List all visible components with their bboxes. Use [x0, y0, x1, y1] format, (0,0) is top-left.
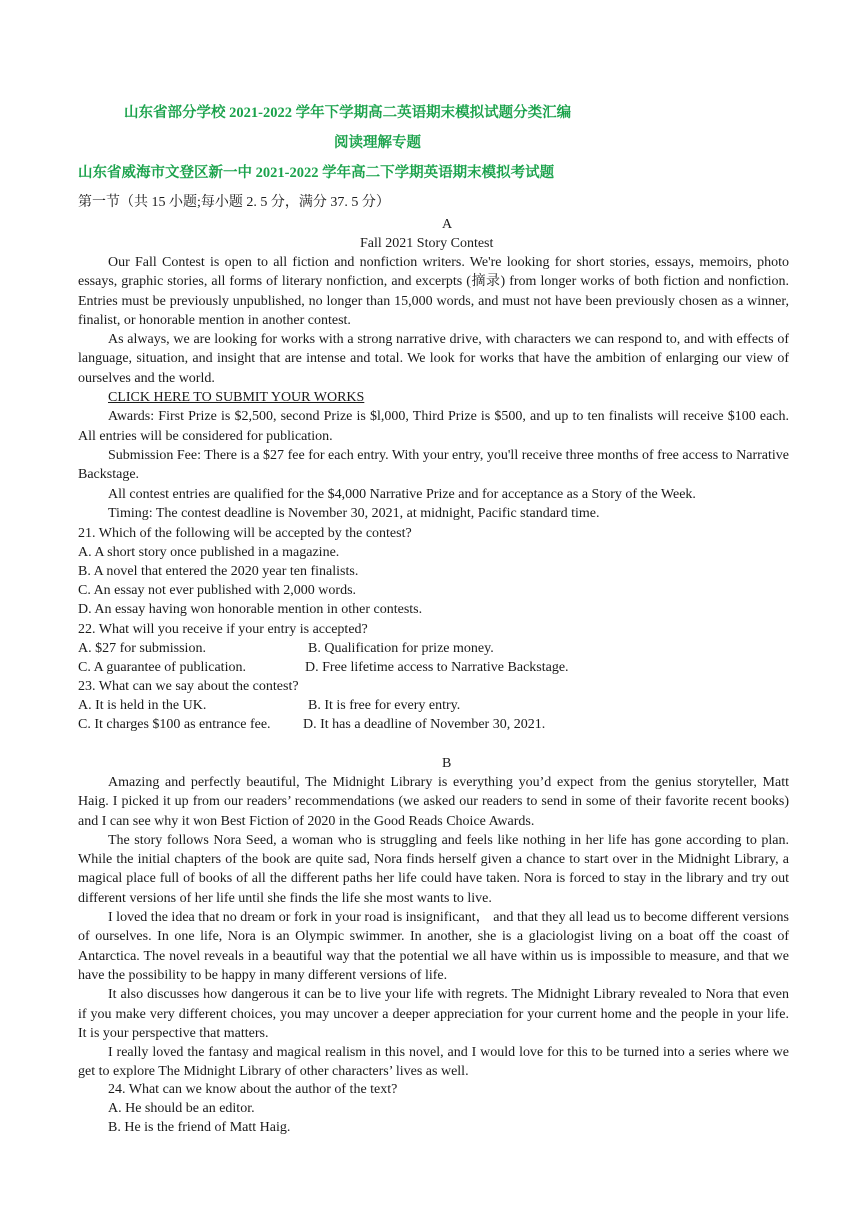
passage-a-body: [78, 253, 789, 523]
passage-b-paragraph-4: It also discusses how dangerous it can be to live your life with regrets. The Midnight Library revealed to Nora that even if you make very different choices, you may uncover a deeper appreciation for your current home and the people in your life. It is your perspective that matters.: [78, 987, 789, 1041]
question-22-option-b: B. Qualification for prize money.: [308, 641, 494, 656]
passage-b-paragraph-3: I loved the idea that no dream or fork in your road is insignificant， and that they all lead us to become different versions of ourselves. In one life, Nora is an Olympic swimmer. In another, she is a glaciologist living on a boat off the coast of Antarctica. The novel reveals in a beautiful way that the potential we all have within us is impossible to measure, and that we have the possibility to be happy in many different versions of life.: [78, 910, 789, 983]
question-23-option-d: D. It has a deadline of November 30, 2021.: [303, 717, 546, 732]
submit-works-link[interactable]: CLICK HERE TO SUBMIT YOUR WORKS: [108, 390, 365, 406]
question-22: 22. What will you receive if your entry is accepted?: [78, 622, 368, 637]
passage-a-paragraph-2: As always, we are looking for works with a strong narrative drive, with characters we can respond to, and with effects of language, situation, and insight that are intense and total. We look for works that have the ambition of enlarging our view of ourselves and the world.: [78, 332, 789, 386]
passage-b-paragraph-5: I really loved the fantasy and magical realism in this novel, and I would love for this to be turned into a series where we get to explore The Midnight Library of other characters’ lives as well.: [78, 1045, 789, 1080]
question-22-option-c: C. A guarantee of publication.: [78, 660, 246, 675]
question-23: 23. What can we say about the contest?: [78, 679, 299, 694]
document-title: 山东省部分学校 2021-2022 学年下学期高二英语期末模拟试题分类汇编: [124, 105, 572, 121]
question-21: 21. Which of the following will be accepted by the contest?: [78, 526, 412, 541]
question-24-option-b: B. He is the friend of Matt Haig.: [108, 1120, 291, 1135]
passage-b-body: [78, 773, 789, 1082]
topic-title: 阅读理解专题: [334, 135, 421, 151]
passage-a-paragraph-3: Awards: First Prize is $2,500, second Prize is $l,000, Third Prize is $500, and up to ten finalists will receive $100 each. All entries will be considered for publication.: [78, 409, 789, 444]
passage-a-paragraph-6: Timing: The contest deadline is November 30, 2021, at midnight, Pacific standard time.: [108, 505, 600, 521]
question-23-option-b: B. It is free for every entry.: [308, 698, 461, 713]
question-24: 24. What can we know about the author of the text?: [108, 1082, 398, 1097]
question-22-option-d: D. Free lifetime access to Narrative Backstage.: [305, 660, 569, 675]
question-23-option-a: A. It is held in the UK.: [78, 698, 207, 713]
passage-a-paragraph-5: All contest entries are qualified for the $4,000 Narrative Prize and for acceptance as a Story of the Week.: [108, 486, 696, 502]
passage-a-paragraph-1: Our Fall Contest is open to all fiction and nonfiction writers. We're looking for short stories, essays, memoirs, photo essays, graphic stories, all forms of literary nonfiction, and excerpts (摘录) from longer works of both fiction and nonfiction. Entries must be previously unpublished, no longer than 15,000 words, and must not have been previously chosen as a winner, finalist, or honorable mention in another contest.: [78, 255, 789, 328]
question-21-option-d: D. An essay having won honorable mention in other contests.: [78, 602, 423, 617]
passage-b-label: B: [442, 756, 452, 771]
question-21-option-a: A. A short story once published in a magazine.: [78, 545, 340, 560]
question-23-option-c: C. It charges $100 as entrance fee.: [78, 717, 271, 732]
question-24-option-a: A. He should be an editor.: [108, 1101, 255, 1116]
passage-b-paragraph-1: Amazing and perfectly beautiful, The Midnight Library is everything you’d expect from the genius storyteller, Matt Haig. I picked it up from our readers’ recommendations (we asked our readers to send in some of their favorite recent books) and I can see why it won Best Fiction of 2020 in the Good Reads Choice Awards.: [78, 775, 789, 829]
exam-title: 山东省威海市文登区新一中 2021-2022 学年高二下学期英语期末模拟考试题: [78, 165, 555, 181]
question-22-option-a: A. $27 for submission.: [78, 641, 206, 656]
question-21-option-c: C. An essay not ever published with 2,000 words.: [78, 583, 357, 598]
question-21-option-b: B. A novel that entered the 2020 year ten finalists.: [78, 564, 359, 579]
passage-a-title: Fall 2021 Story Contest: [360, 236, 494, 251]
passage-a-paragraph-4: Submission Fee: There is a $27 fee for each entry. With your entry, you'll receive three months of free access to Narrative Backstage.: [78, 447, 789, 483]
section-intro: 第一节（共 15 小题;每小题 2. 5 分，满分 37. 5 分）: [78, 195, 390, 210]
passage-a-label: A: [442, 217, 453, 232]
passage-b-paragraph-2: The story follows Nora Seed, a woman who is struggling and feels like nothing in her life has gone according to plan. While the initial chapters of the book are quite sad, Nora finds herself given a chance to start over in the Midnight Library, a magical place full of books of all the different paths her life could have taken. Nora is forced to stay in the library and try out different versions of her life until she finds the life she most wants to live.: [78, 832, 789, 906]
